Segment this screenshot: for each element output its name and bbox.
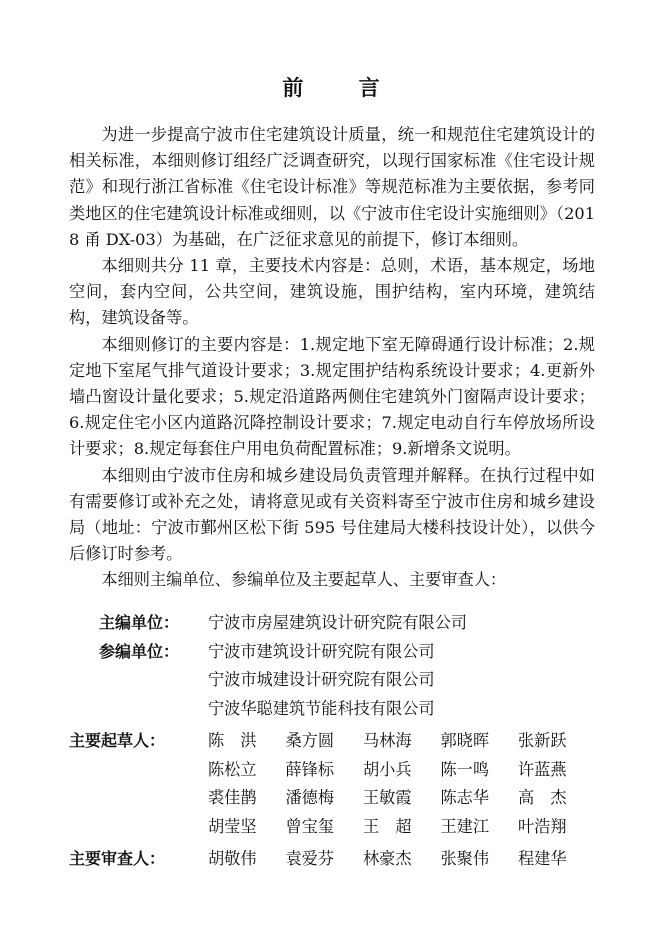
- drafter-name: 胡小兵: [363, 759, 412, 779]
- drafters-row: [69, 727, 595, 756]
- reviewer-name: 林豪杰: [363, 849, 412, 868]
- drafter-name: 胡莹坚: [208, 816, 257, 836]
- chief-unit-name: 宁波市房屋建筑设计研究院有限公司: [208, 613, 467, 632]
- drafter-name: 高 杰: [518, 788, 567, 807]
- paragraph-management: 本细则由宁波市住房和城乡建设局负责管理并解释。在执行过程中如有需要修订或补充之处，请将意见或有关资料寄至宁波市住房和城乡建设局（地址：宁波市鄞州区松下街 595 号住建局大楼科技设计处），以供今后修订时参考。: [69, 465, 595, 564]
- drafters-row: [69, 784, 595, 813]
- drafter-name: 叶浩翔: [518, 816, 567, 836]
- drafter-name: 潘德梅: [285, 788, 335, 807]
- paragraph-credits-intro: 本细则主编单位、参编单位及主要起草人、主要审查人：: [101, 570, 507, 590]
- participant-unit-name: 宁波市城建设计研究院有限公司: [208, 670, 435, 689]
- reviewers-label: 主要审查人：: [69, 849, 166, 868]
- participant-unit-name: 宁波市建筑设计研究院有限公司: [208, 641, 435, 661]
- drafter-name: 裘佳鹊: [208, 788, 257, 807]
- drafter-name: 陈志华: [440, 788, 490, 807]
- drafter-name: 许蓝燕: [518, 759, 567, 779]
- drafter-name: 桑方圆: [285, 731, 335, 750]
- paragraph-contents: 本细则共分 11 章，主要技术内容是：总则，术语，基本规定，场地空间，套内空间，公共空间，建筑设施，围护结构，室内环境，建筑结构，建筑设备等。: [69, 256, 595, 328]
- drafter-name: 王 超: [363, 816, 412, 836]
- drafters-row: [69, 756, 595, 785]
- drafter-name: 薛锋标: [285, 759, 335, 779]
- drafter-name: 曾宝玺: [285, 816, 335, 836]
- chief-unit-row: [69, 609, 595, 638]
- page-title: 前 言: [282, 76, 404, 100]
- participant-unit-row: [69, 666, 595, 695]
- reviewers-row: [69, 845, 595, 874]
- drafter-name: 王建江: [440, 816, 490, 836]
- paragraph-purpose: 为进一步提高宁波市住宅建筑设计质量，统一和规范住宅建筑设计的相关标准，本细则修订组经广泛调查研究，以现行国家标准《住宅设计规范》和现行浙江省标准《住宅设计标准》等规范标准为主要依据，参考同类地区的住宅建筑设计标准或细则，以《宁波市住宅设计实施细则》（2018 甬 DX-03）为基础，在广泛征求意见的前提下，修订本细则。: [69, 125, 595, 249]
- drafters-label: 主要起草人：: [69, 731, 166, 750]
- reviewer-name: 程建华: [518, 849, 567, 868]
- drafter-name: 马林海: [363, 731, 412, 750]
- participant-unit-name: 宁波华聪建筑节能科技有限公司: [208, 698, 435, 718]
- paragraph-revisions: 本细则修订的主要内容是：1.规定地下室无障碍通行设计标准；2.规定地下室尾气排气道设计要求；3.规定围护结构系统设计要求；4.更新外墙凸窗设计量化要求；5.规定沿道路两侧住宅建筑外门窗隔声设计要求；6.规定住宅小区内道路沉降控制设计要求；7.规定电动自行车停放场所设计要求；8.规定每套住户用电负荷配置标准；9.新增条文说明。: [69, 334, 595, 459]
- participant-unit-row: [69, 695, 595, 724]
- preface-body: [69, 122, 595, 594]
- participant-unit-row: [69, 638, 595, 667]
- drafters-row: [69, 813, 595, 842]
- drafter-name: 陈一鸣: [440, 759, 490, 779]
- drafter-name: 陈松立: [208, 759, 257, 779]
- reviewer-name: 袁爱芬: [285, 849, 335, 868]
- participant-unit-label: 参编单位：: [99, 641, 180, 661]
- credits-block: [69, 609, 595, 874]
- drafter-name: 张新跃: [518, 731, 567, 750]
- chief-unit-label: 主编单位：: [99, 613, 180, 632]
- reviewer-name: 胡敬伟: [208, 849, 257, 868]
- drafter-name: 陈 洪: [208, 731, 257, 750]
- drafter-name: 郭晓晖: [440, 731, 490, 750]
- reviewer-name: 张聚伟: [440, 849, 490, 868]
- drafter-name: 王敏霞: [363, 788, 412, 807]
